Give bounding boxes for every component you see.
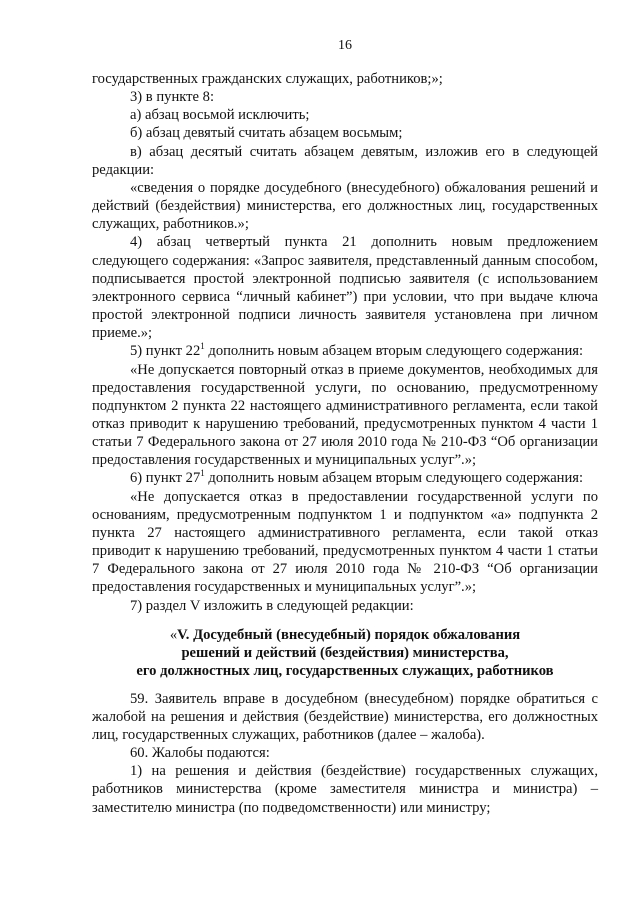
item-5-suffix: дополнить новым абзацем вторым следующего содержания: (204, 343, 584, 360)
section-heading-line-1 (92, 626, 598, 644)
paragraph-item-6 (92, 469, 598, 487)
page-number: 16 (338, 38, 352, 53)
item-6-suffix: дополнить новым абзацем вторым следующего содержания: (204, 470, 584, 487)
paragraph-item-60: 60. Жалобы подаются: (130, 745, 270, 762)
item-5-superscript: 1 (200, 341, 205, 352)
paragraph-item-3a: а) абзац восьмой исключить; (130, 107, 310, 124)
item-6-superscript: 1 (200, 468, 205, 479)
paragraph-item-3v: в) абзац десятый считать абзацем девятым, изложив его в следующей редакции: (92, 143, 598, 178)
paragraph-item-3b: б) абзац девятый считать абзацем восьмым; (130, 125, 403, 142)
paragraph-item-7: 7) раздел V изложить в следующей редакции: (130, 597, 414, 614)
section-heading-line-2: решений и действий (бездействия) министерства, (181, 644, 509, 661)
section-heading-line-3: его должностных лиц, государственных служащих, работников (136, 662, 554, 679)
paragraph-quote-povtorny-otkaz: «Не допускается повторный отказ в приеме документов, необходимых для предоставления государственной услуги, по основанию, предусмотренному подпунктом 2 пункта 22 настоящего административного регламента, если такой отказ приводит к нарушению требований, предусмотренных пунктом 4 части 1 статьи 7 Федерального закона от 27 июля 2010 года № 210-ФЗ “Об организации предоставления государственных и муниципальных услуг”.»; (92, 361, 598, 469)
paragraph-item-4: 4) абзац четвертый пункта 21 дополнить новым предложением следующего содержания: «Запрос заявителя, представленный данным способом, подписывается простой электронной подписью заявителя (с использованием электронного сервиса “личный кабинет”) при условии, что при выдаче ключа простой электронной подписи личность заявителя установлена при личном приеме.»; (92, 234, 598, 342)
item-5-prefix: 5) пункт 22 (130, 343, 201, 360)
paragraph-item-59: 59. Заявитель вправе в досудебном (внесудебном) порядке обратиться с жалобой на решения и действия (бездействие) министерства, его должностных лиц, государственных служащих, работников (далее – жалоба). (92, 690, 598, 743)
paragraph-item-5 (92, 342, 598, 360)
item-6-prefix: 6) пункт 27 (130, 470, 201, 487)
paragraph-item-60-1: 1) на решения и действия (бездействие) государственных служащих, работников министерства (кроме заместителя министра и министра) – заместителю министра (по подведомственности) или министру; (92, 763, 598, 816)
section-heading-quote: « (169, 626, 178, 643)
section-heading (92, 626, 598, 680)
paragraph-quote-svedeniya: «сведения о порядке досудебного (внесудебного) обжалования решений и действий (бездействия) министерства, его должностных лиц, государственных служащих, работников.»; (92, 179, 598, 233)
section-heading-line-1-text: V. Досудебный (внесудебный) порядок обжалования (177, 626, 521, 643)
paragraph-quote-otkaz: «Не допускается отказ в предоставлении государственной услуги по основаниям, предусмотренным подпунктом 1 и подпунктом «а» подпункта 2 пункта 27 настоящего административного регламента, если такой отказ приводит к нарушению требований, предусмотренных пунктом 4 части 1 статьи 7 Федерального закона от 27 июля 2010 года № 210-ФЗ “Об организации предоставления государственных и муниципальных услуг”.»; (92, 488, 598, 596)
paragraph-item-3: 3) в пункте 8: (130, 89, 215, 106)
document-body (92, 70, 598, 817)
paragraph-continuation: государственных гражданских служащих, работников;»; (92, 71, 443, 87)
